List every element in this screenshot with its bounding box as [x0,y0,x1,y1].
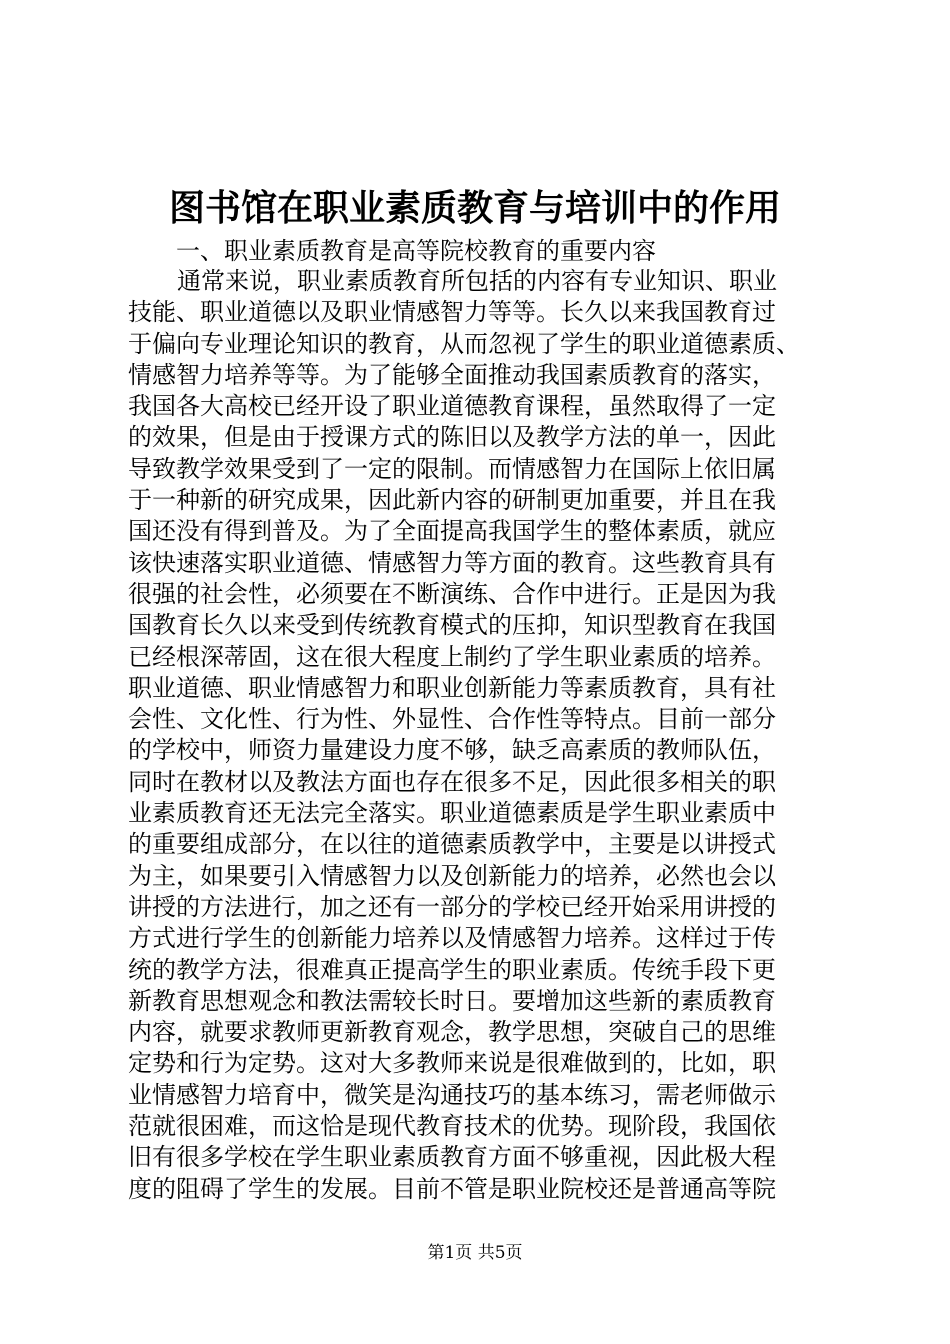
body-line: 统的教学方法，很难真正提高学生的职业素质。传统手段下更 [128,955,776,984]
body-line: 讲授的方法进行，加之还有一部分的学校已经开始采用讲授的 [128,892,776,921]
body-line: 导致教学效果受到了一定的限制。而情感智力在国际上依旧属 [128,454,776,483]
page-footer: 第1页 共5页 [427,1243,523,1263]
body-line: 已经根深蒂固，这在很大程度上制约了学生职业素质的培养。 [128,642,776,671]
body-line: 的学校中，师资力量建设力度不够，缺乏高素质的教师队伍， [128,736,776,765]
section-heading: 一、职业素质教育是高等院校教育的重要内容 [176,237,656,265]
body-line: 业情感智力培育中，微笑是沟通技巧的基本练习，需老师做示 [128,1080,776,1109]
body-line: 的重要组成部分，在以往的道德素质教学中，主要是以讲授式 [128,830,776,859]
document-title: 图书馆在职业素质教育与培训中的作用 [168,187,781,229]
body-line: 度的阻碍了学生的发展。目前不管是职业院校还是普通高等院 [128,1174,776,1203]
body-line: 国教育长久以来受到传统教育模式的压抑，知识型教育在我国 [128,611,776,640]
body-line: 很强的社会性，必须要在不断演练、合作中进行。正是因为我 [128,579,776,608]
body-line: 职业道德、职业情感智力和职业创新能力等素质教育，具有社 [128,673,776,702]
body-line: 会性、文化性、行为性、外显性、合作性等特点。目前一部分 [128,705,776,734]
body-line: 范就很困难，而这恰是现代教育技术的优势。现阶段，我国依 [128,1112,776,1141]
body-line: 旧有很多学校在学生职业素质教育方面不够重视，因此极大程 [128,1143,776,1172]
body-line: 业素质教育还无法完全落实。职业道德素质是学生职业素质中 [128,799,776,828]
body-line: 新教育思想观念和教法需较长时日。要增加这些新的素质教育 [128,986,776,1015]
body-line: 于一种新的研究成果，因此新内容的研制更加重要，并且在我 [128,486,776,515]
body-line: 为主，如果要引入情感智力以及创新能力的培养，必然也会以 [128,861,776,890]
body-line: 于偏向专业理论知识的教育，从而忽视了学生的职业道德素质、 [128,329,800,358]
body-line: 的效果，但是由于授课方式的陈旧以及教学方法的单一，因此 [128,423,776,452]
body-line: 技能、职业道德以及职业情感智力等等。长久以来我国教育过 [128,298,776,327]
body-line: 情感智力培养等等。为了能够全面推动我国素质教育的落实， [128,360,776,389]
body-line: 同时在教材以及教法方面也存在很多不足，因此很多相关的职 [128,767,776,796]
body-line: 方式进行学生的创新能力培养以及情感智力培养。这样过于传 [128,924,776,953]
body-line: 该快速落实职业道德、情感智力等方面的教育。这些教育具有 [128,548,776,577]
body-line: 内容，就要求教师更新教育观念，教学思想，突破自己的思维 [128,1018,776,1047]
body-line: 我国各大高校已经开设了职业道德教育课程，虽然取得了一定 [128,392,776,421]
body-line: 定势和行为定势。这对大多教师来说是很难做到的，比如，职 [128,1049,776,1078]
body-paragraph [128,266,828,1205]
body-line: 国还没有得到普及。为了全面提高我国学生的整体素质，就应 [128,517,776,546]
body-line: 通常来说，职业素质教育所包括的内容有专业知识、职业 [177,267,777,295]
